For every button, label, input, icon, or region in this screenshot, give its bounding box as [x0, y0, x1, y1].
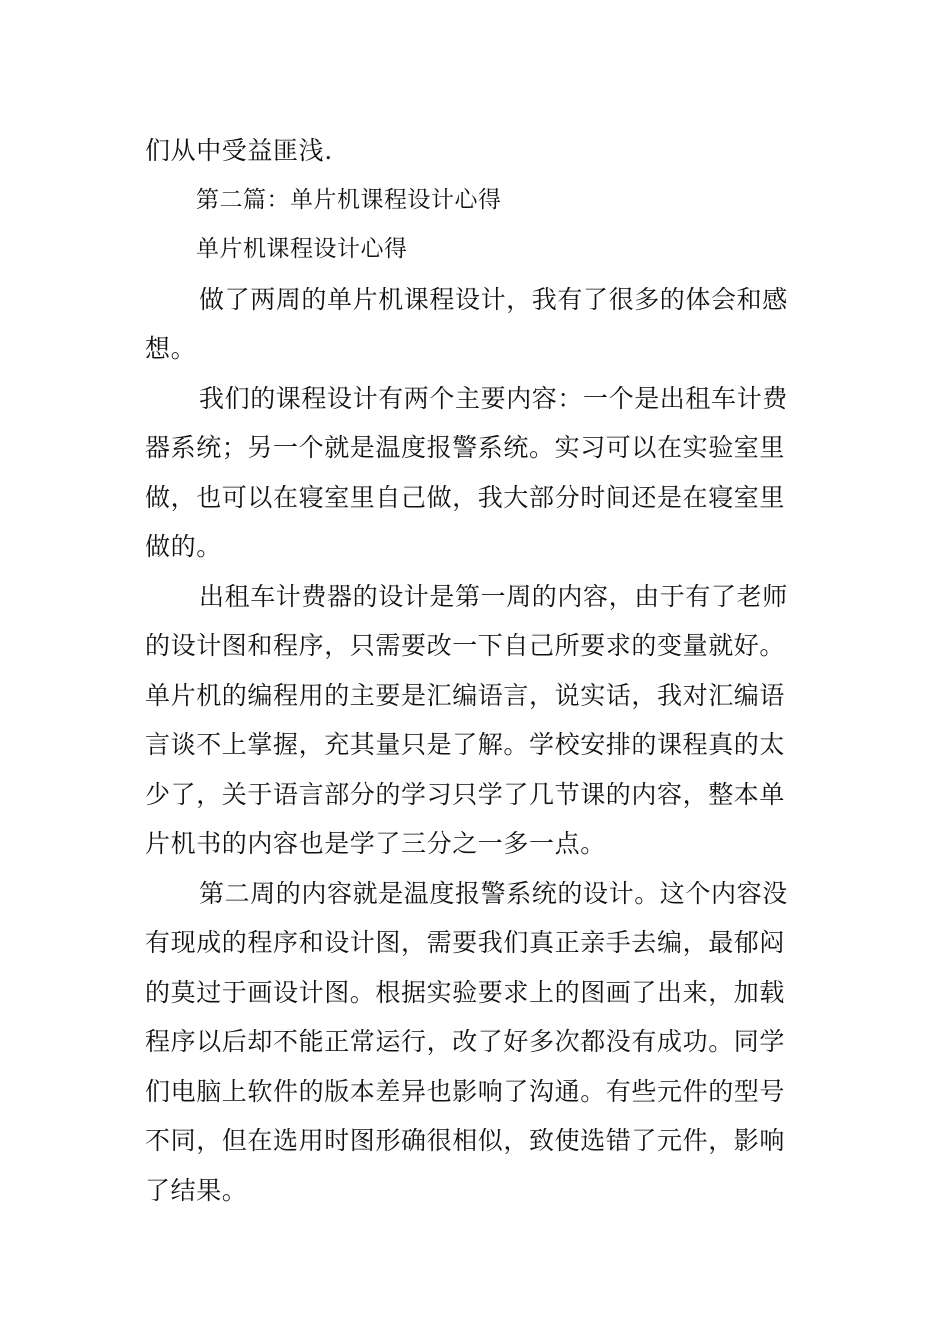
paragraph-line: 有现成的程序和设计图，需要我们真正亲手去编，最郁闷 [145, 928, 786, 957]
paragraph-line: 的设计图和程序，只需要改一下自己所要求的变量就好。 [145, 631, 786, 660]
section-title: 第二篇：单片机课程设计心得 [196, 186, 502, 213]
document-body [145, 126, 807, 1215]
paragraph-line: 们电脑上软件的版本差异也影响了沟通。有些元件的型号 [145, 1076, 786, 1106]
paragraph-line: 言谈不上掌握，充其量只是了解。学校安排的课程真的太 [145, 730, 786, 759]
paragraph-line: 做了两周的单片机课程设计，我有了很多的体会和感 [199, 284, 788, 314]
paragraph-line: 的莫过于画设计图。根据实验要求上的图画了出来，加载 [145, 977, 786, 1007]
paragraph-line: 不同，但在选用时图形确很相似，致使选错了元件，影响 [145, 1126, 786, 1155]
paragraph-line: 了结果。 [145, 1175, 248, 1205]
paragraph-line: 想。 [145, 334, 197, 363]
paragraph-line: 片机书的内容也是学了三分之一多一点。 [145, 829, 606, 858]
paragraph-line: 我们的课程设计有两个主要内容：一个是出租车计费 [199, 383, 788, 413]
paragraph-line: 第二周的内容就是温度报警系统的设计。这个内容没 [199, 878, 788, 908]
paragraph-line: 做，也可以在寝室里自己做，我大部分时间还是在寝室里 [145, 482, 786, 512]
paragraph-line: 单片机的编程用的主要是汇编语言，说实话，我对汇编语 [145, 680, 786, 710]
paragraph-line: 少了，关于语言部分的学习只学了几节课的内容，整本单 [145, 779, 786, 809]
paragraph-line: 程序以后却不能正常运行，改了好多次都没有成功。同学 [145, 1027, 786, 1056]
article-title: 单片机课程设计心得 [196, 236, 408, 262]
paragraph-line: 做的。 [145, 532, 222, 561]
text-line: 们从中受益匪浅. [145, 136, 333, 165]
paragraph-line: 器系统；另一个就是温度报警系统。实习可以在实验室里 [145, 433, 786, 462]
paragraph-line: 出租车计费器的设计是第一周的内容，由于有了老师 [199, 581, 788, 611]
